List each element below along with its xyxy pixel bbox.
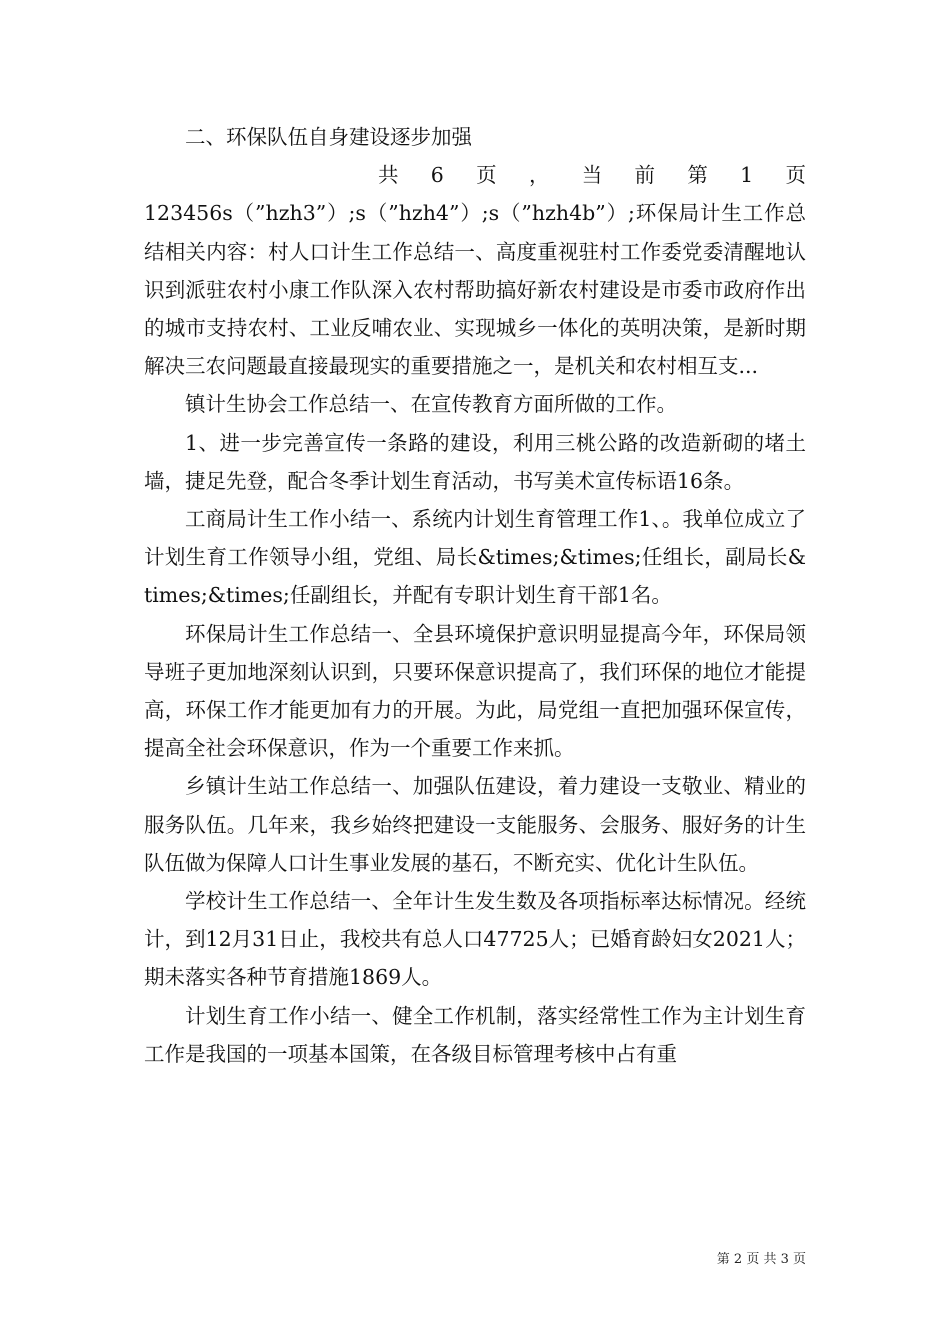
pager-token: 6 bbox=[430, 163, 444, 188]
pager-token: 共 bbox=[378, 163, 399, 188]
paragraph: 镇计生协会工作总结一、在宣传教育方面所做的工作。 bbox=[185, 392, 677, 417]
paragraph: 计划生育工作小结一、健全工作机制，落实经常性工作为主计划生育工作是我国的一项基本国策，在各级目标管理考核中占有重 bbox=[144, 1003, 806, 1066]
pager-token: 页 bbox=[785, 163, 806, 188]
page-footer: 第 2 页 共 3 页 bbox=[716, 1252, 806, 1267]
pager-token: 当 bbox=[581, 163, 603, 188]
paragraph: 工商局计生工作小结一、系统内计划生育管理工作1、。我单位成立了计划生育工作领导小组，党组、局长&times;&times;任组长，副局长&times;&times;任副组长，并配有专职计划生育干部1名。 bbox=[144, 507, 806, 608]
pager-token: 第 bbox=[687, 163, 708, 188]
pager-token: 前 bbox=[634, 163, 656, 188]
pager-token: 页 bbox=[476, 163, 497, 188]
pager-token: ， bbox=[528, 163, 550, 188]
paragraph: 123456s（”hzh3”）;s（”hzh4”）;s（”hzh4b”）;环保局计生工作总结相关内容：村人口计生工作总结一、高度重视驻村工作委党委清醒地认识到派驻农村小康工作队深入农村帮助搞好新农村建设是市委市政府作出的城市支持农村、工业反哺农业、实现城乡一体化的英明决策，是新时期解决三农问题最直接最现实的重要措施之一，是机关和农村相互支... bbox=[144, 201, 806, 379]
paragraph: 1、进一步完善宣传一条路的建设，利用三桃公路的改造新砌的堵土墙，捷足先登，配合冬季计划生育活动，书写美术宣传标语16条。 bbox=[144, 430, 806, 493]
page-counter-line bbox=[144, 156, 806, 194]
section-heading: 二、环保队伍自身建设逐步加强 bbox=[185, 125, 472, 149]
pager-token: 1 bbox=[740, 163, 754, 188]
paragraph: 环保局计生工作总结一、全县环境保护意识明显提高今年，环保局领导班子更加地深刻认识到，只要环保意识提高了，我们环保的地位才能提高，环保工作才能更加有力的开展。为此，局党组一直把加强环保宣传，提高全社会环保意识，作为一个重要工作来抓。 bbox=[144, 621, 806, 761]
paragraph: 学校计生工作总结一、全年计生发生数及各项指标率达标情况。经统计，到12月31日止，我校共有总人口47725人；已婚育龄妇女2021人；期未落实各种节育措施1869人。 bbox=[144, 889, 806, 990]
paragraph: 乡镇计生站工作总结一、加强队伍建设，着力建设一支敬业、精业的服务队伍。几年来，我乡始终把建设一支能服务、会服务、服好务的计生队伍做为保障人口计生事业发展的基石，不断充实、优化计生队伍。 bbox=[144, 774, 806, 875]
document-body bbox=[144, 118, 806, 1073]
